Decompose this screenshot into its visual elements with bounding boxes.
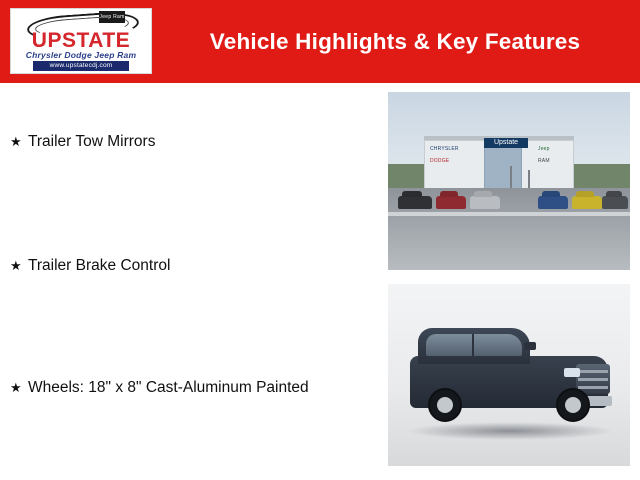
vehicle-photo[interactable] (388, 284, 630, 466)
grille-bar (578, 370, 608, 373)
parked-vehicle (602, 196, 628, 209)
building-entrance (484, 142, 522, 194)
headlight (564, 368, 580, 377)
parked-vehicle (538, 196, 568, 209)
rear-wheel (428, 388, 462, 422)
logo-url-text: www.upstatecdj.com (33, 61, 129, 71)
grille-bar (578, 386, 608, 389)
dealership-photo[interactable] (388, 92, 630, 270)
list-item (10, 377, 360, 398)
list-item (10, 131, 360, 152)
parked-vehicle (398, 196, 432, 209)
flag-pole (510, 166, 512, 188)
dealer-logo[interactable] (10, 8, 152, 74)
brand-label: RAM (538, 158, 550, 164)
list-item (10, 255, 360, 276)
truck-windows (426, 334, 522, 356)
star-icon: ★ (10, 380, 22, 395)
brand-label: CHRYSLER (430, 146, 459, 152)
feature-label: Wheels: 18" x 8" Cast-Aluminum Painted (28, 379, 309, 396)
brand-label: Jeep (538, 146, 550, 152)
vehicle-shadow (406, 422, 614, 440)
grille-bar (578, 378, 608, 381)
lot-curb (388, 212, 630, 216)
feature-label: Trailer Brake Control (28, 257, 171, 274)
star-icon: ★ (10, 134, 22, 149)
logo-name-text: UPSTATE (31, 29, 131, 52)
parked-vehicle (572, 196, 602, 209)
tow-mirror-icon (524, 342, 536, 350)
dealer-sign-text: Upstate (484, 138, 528, 148)
parked-vehicle (436, 196, 466, 209)
dealer-logo-art (11, 9, 151, 73)
front-wheel (556, 388, 590, 422)
logo-badge-text: Jeep Ram (99, 11, 125, 23)
star-icon: ★ (10, 258, 22, 273)
parked-vehicle (470, 196, 500, 209)
truck-door-pillar (472, 334, 474, 356)
features-list (0, 83, 380, 480)
page-title: Vehicle Highlights & Key Features (209, 29, 581, 54)
brand-label: DODGE (430, 158, 450, 164)
logo-brands-text: Chrysler Dodge Jeep Ram (25, 50, 137, 60)
header-bar (0, 0, 640, 83)
feature-label: Trailer Tow Mirrors (28, 133, 156, 150)
